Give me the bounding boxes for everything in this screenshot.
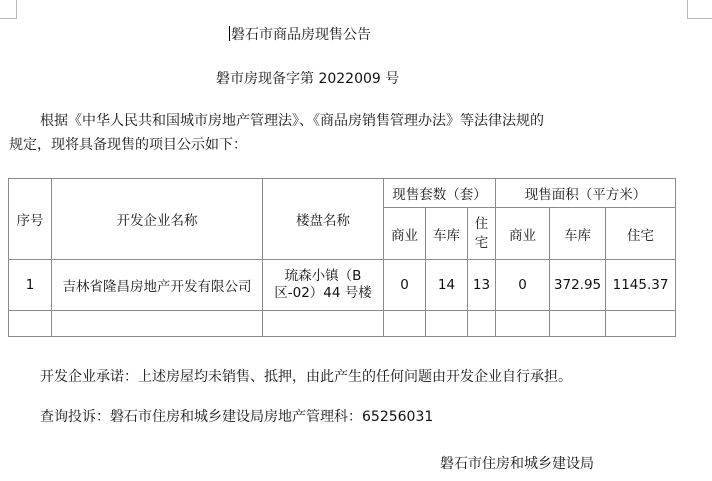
cell-area-residential: 1145.37 bbox=[606, 260, 676, 311]
cell-sets-commercial: 0 bbox=[384, 260, 426, 311]
cell-company: 吉林省隆昌房地产开发有限公司 bbox=[52, 260, 263, 311]
document-number: 磐市房现备字第 2022009 号 bbox=[216, 71, 400, 87]
cell-empty bbox=[9, 311, 52, 337]
cell-empty bbox=[550, 311, 606, 337]
developer-promise: 开发企业承诺：上述房屋均未销售、抵押，由此产生的任何问题由开发企业自行承担。 bbox=[40, 369, 572, 385]
cell-empty bbox=[468, 311, 496, 337]
header-sets-residential: 住宅 bbox=[468, 208, 496, 260]
header-company: 开发企业名称 bbox=[52, 179, 263, 260]
cell-empty bbox=[52, 311, 263, 337]
text-cursor bbox=[229, 26, 230, 41]
cell-empty bbox=[496, 311, 550, 337]
header-sets-garage: 车库 bbox=[426, 208, 468, 260]
issuer-signature: 磐石市住房和城乡建设局 bbox=[440, 456, 594, 472]
header-sets-group: 现售套数（套） bbox=[384, 179, 496, 208]
header-sets-commercial: 商业 bbox=[384, 208, 426, 260]
cell-seq: 1 bbox=[9, 260, 52, 311]
header-area-garage: 车库 bbox=[550, 208, 606, 260]
cell-sets-garage: 14 bbox=[426, 260, 468, 311]
cell-empty bbox=[263, 311, 384, 337]
header-project: 楼盘名称 bbox=[263, 179, 384, 260]
header-area-group: 现售面积（平方米） bbox=[496, 179, 676, 208]
document-title[interactable]: 磐石市商品房现售公告 bbox=[231, 27, 371, 43]
header-area-commercial: 商业 bbox=[496, 208, 550, 260]
intro-paragraph-line-2: 规定，现将具备现售的项目公示如下： bbox=[9, 137, 247, 153]
cell-sets-residential: 13 bbox=[468, 260, 496, 311]
cell-empty bbox=[606, 311, 676, 337]
cell-area-garage: 372.95 bbox=[550, 260, 606, 311]
cell-empty bbox=[384, 311, 426, 337]
header-seq: 序号 bbox=[9, 179, 52, 260]
cell-empty bbox=[426, 311, 468, 337]
complaint-contact: 查询投诉：磐石市住房和城乡建设局房地产管理科：65256031 bbox=[40, 409, 434, 425]
margin-corner-top-right bbox=[687, 0, 712, 19]
intro-paragraph-line-1: 根据《中华人民共和国城市房地产管理法》、《商品房销售管理办法》等法律法规的 bbox=[40, 113, 544, 129]
cell-project: 琉森小镇（B 区-02）44 号楼 bbox=[263, 260, 384, 311]
cell-area-commercial: 0 bbox=[496, 260, 550, 311]
header-area-residential: 住宅 bbox=[606, 208, 676, 260]
table-row-empty bbox=[9, 311, 676, 337]
margin-corner-top-left bbox=[0, 0, 17, 19]
project-table bbox=[8, 178, 676, 337]
table-row bbox=[9, 260, 676, 311]
